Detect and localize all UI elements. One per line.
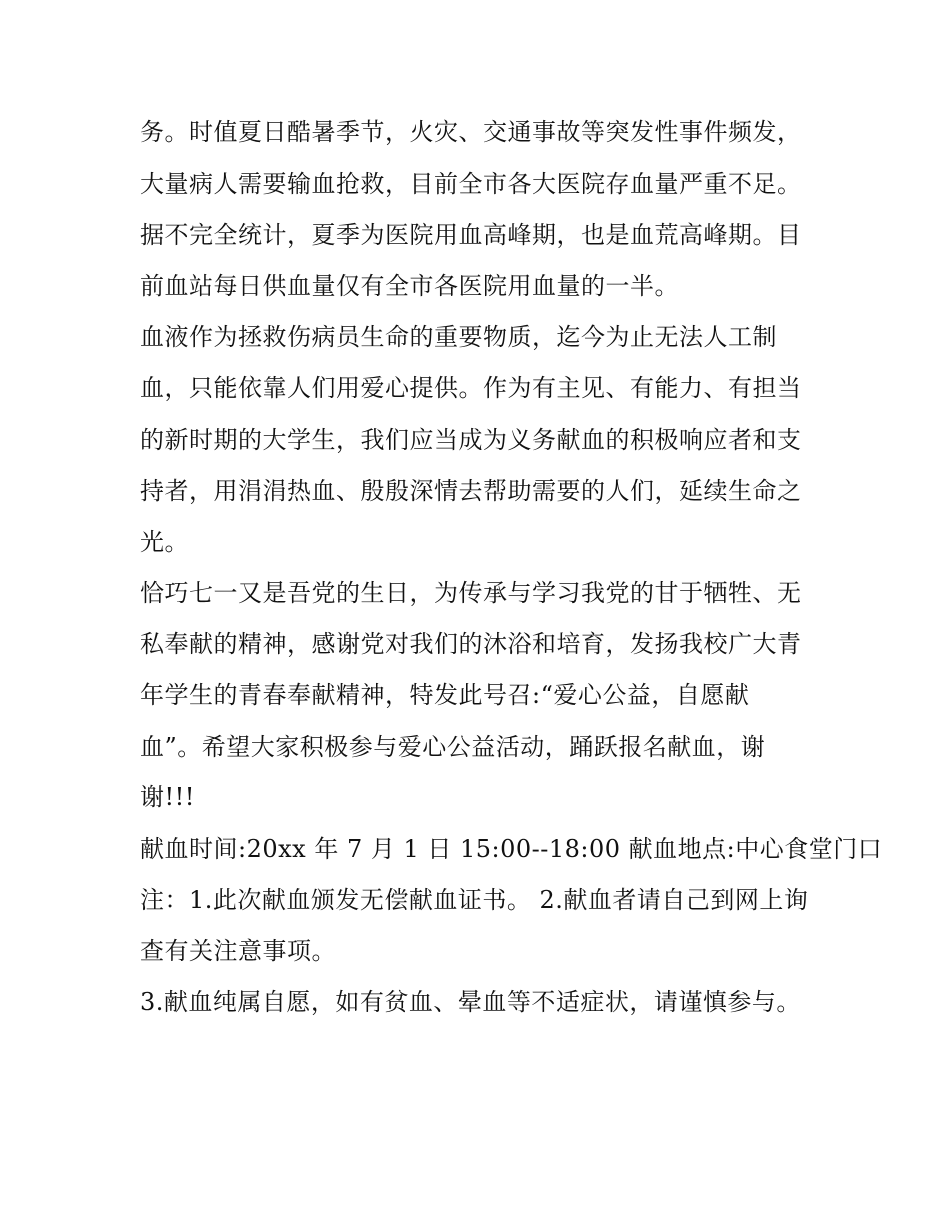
text-line: 血，只能依靠人们用爱心提供。作为有主见、有能力、有担当 bbox=[140, 374, 802, 402]
text-line: 的新时期的大学生，我们应当成为义务献血的积极响应者和支 bbox=[140, 426, 802, 454]
text-line: 血液作为拯救伤病员生命的重要物质，迄今为止无法人工制 bbox=[140, 323, 777, 351]
text-line: 私奉献的精神，感谢党对我们的沐浴和培育，发扬我校广大青 bbox=[140, 630, 802, 658]
text-line: 查有关注意事项。 bbox=[140, 937, 336, 965]
text-line: 前血站每日供血量仅有全市各医院用血量的一半。 bbox=[140, 272, 679, 300]
text-line: 大量病人需要输血抢救，目前全市各大医院存血量严重不足。 bbox=[140, 170, 802, 198]
text-line: 注：1.此次献血颁发无偿献血证书。 2.献血者请自己到网上询 bbox=[140, 886, 809, 914]
text-line: 光。 bbox=[140, 528, 189, 556]
text-line: 谢!!! bbox=[140, 783, 195, 811]
text-line: 持者，用涓涓热血、殷殷深情去帮助需要的人们，延续生命之 bbox=[140, 477, 802, 505]
text-line: 务。时值夏日酷暑季节，火灾、交通事故等突发性事件频发， bbox=[140, 118, 802, 146]
text-line: 恰巧七一又是吾党的生日，为传承与学习我党的甘于牺牲、无 bbox=[140, 579, 802, 607]
text-line: 献血时间:20xx 年 7 月 1 日 15:00--18:00 献血地点:中心食堂门口 bbox=[140, 835, 883, 863]
text-line: 据不完全统计，夏季为医院用血高峰期，也是血荒高峰期。目 bbox=[140, 221, 802, 249]
text-line: 年学生的青春奉献精神，特发此号召:“爱心公益，自愿献 bbox=[140, 681, 750, 709]
text-line: 3.献血纯属自愿，如有贫血、晕血等不适症状，请谨慎参与。 bbox=[140, 988, 801, 1016]
text-line: 血”。希望大家积极参与爱心公益活动，踊跃报名献血，谢 bbox=[140, 733, 766, 761]
